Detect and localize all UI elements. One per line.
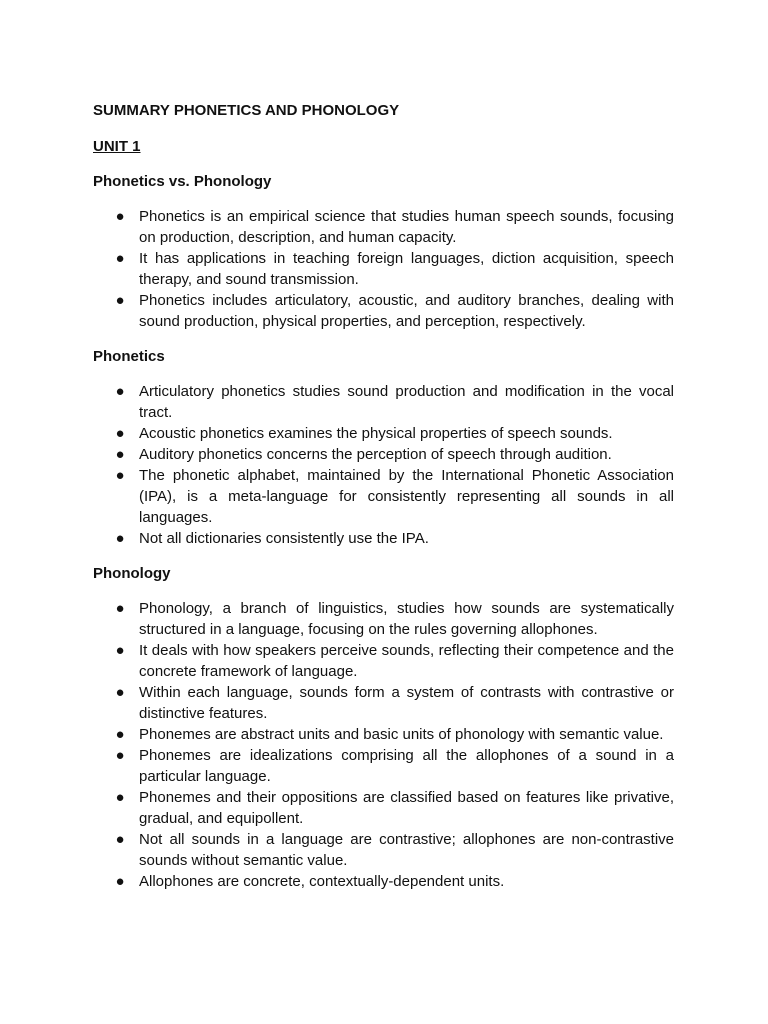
section-phonology	[93, 563, 674, 892]
list-item-text: Auditory phonetics concerns the perception of speech through audition.	[139, 446, 612, 463]
bullet-icon: ●	[115, 250, 125, 267]
section-phonetics-vs-phonology	[93, 171, 674, 332]
bullet-icon: ●	[115, 684, 125, 701]
bullet-icon: ●	[115, 425, 125, 442]
list-item	[93, 290, 674, 332]
bullet-list	[93, 598, 674, 892]
list-item-text: Acoustic phonetics examines the physical properties of speech sounds.	[139, 425, 613, 442]
list-item	[93, 724, 674, 745]
list-item-text: The phonetic alphabet, maintained by the International Phonetic Association (IPA), is a meta-language for consistently representing all sounds in all languages.	[139, 467, 674, 526]
bullet-icon: ●	[115, 747, 125, 764]
list-item	[93, 871, 674, 892]
list-item-text: Allophones are concrete, contextually-dependent units.	[139, 873, 505, 890]
document-title: SUMMARY PHONETICS AND PHONOLOGY	[93, 102, 400, 119]
list-item-text: Phonemes are abstract units and basic units of phonology with semantic value.	[139, 726, 664, 743]
list-item-text: It has applications in teaching foreign languages, diction acquisition, speech therapy, and sound transmission.	[139, 250, 674, 288]
list-item-text: It deals with how speakers perceive sounds, reflecting their competence and the concrete framework of language.	[139, 642, 674, 680]
section-heading: Phonetics vs. Phonology	[93, 173, 272, 190]
bullet-icon: ●	[115, 873, 125, 890]
list-item-text: Phonetics includes articulatory, acoustic, and auditory branches, dealing with sound production, physical properties, and perception, respectively.	[139, 292, 674, 330]
section-phonetics	[93, 346, 674, 549]
list-item-text: Phonemes are idealizations comprising all the allophones of a sound in a particular language.	[139, 747, 674, 785]
unit-heading: UNIT 1	[93, 138, 141, 155]
bullet-icon: ●	[115, 530, 125, 547]
list-item-text: Not all dictionaries consistently use the IPA.	[139, 530, 429, 547]
list-item	[93, 423, 674, 444]
list-item	[93, 381, 674, 423]
list-item	[93, 745, 674, 787]
bullet-icon: ●	[115, 446, 125, 463]
list-item	[93, 829, 674, 871]
list-item-text: Phonology, a branch of linguistics, studies how sounds are systematically structured in a language, focusing on the rules governing allophones.	[139, 600, 674, 638]
list-item	[93, 206, 674, 248]
bullet-icon: ●	[115, 383, 125, 400]
bullet-icon: ●	[115, 642, 125, 659]
document-page	[93, 100, 674, 892]
list-item	[93, 787, 674, 829]
list-item-text: Not all sounds in a language are contrastive; allophones are non-contrastive sounds without semantic value.	[139, 831, 674, 869]
section-heading: Phonetics	[93, 348, 165, 365]
bullet-icon: ●	[115, 292, 125, 309]
list-item	[93, 248, 674, 290]
list-item	[93, 444, 674, 465]
list-item-text: Phonemes and their oppositions are classified based on features like privative, gradual, and equipollent.	[139, 789, 674, 827]
bullet-icon: ●	[115, 208, 125, 225]
bullet-icon: ●	[115, 726, 125, 743]
bullet-list	[93, 381, 674, 549]
list-item	[93, 598, 674, 640]
list-item	[93, 528, 674, 549]
list-item	[93, 682, 674, 724]
list-item	[93, 465, 674, 528]
bullet-icon: ●	[115, 467, 125, 484]
bullet-icon: ●	[115, 789, 125, 806]
list-item-text: Articulatory phonetics studies sound production and modification in the vocal tract.	[139, 383, 674, 421]
bullet-list	[93, 206, 674, 332]
bullet-icon: ●	[115, 600, 125, 617]
list-item	[93, 640, 674, 682]
bullet-icon: ●	[115, 831, 125, 848]
section-heading: Phonology	[93, 565, 171, 582]
list-item-text: Phonetics is an empirical science that studies human speech sounds, focusing on production, description, and human capacity.	[139, 208, 674, 246]
list-item-text: Within each language, sounds form a system of contrasts with contrastive or distinctive features.	[139, 684, 674, 722]
